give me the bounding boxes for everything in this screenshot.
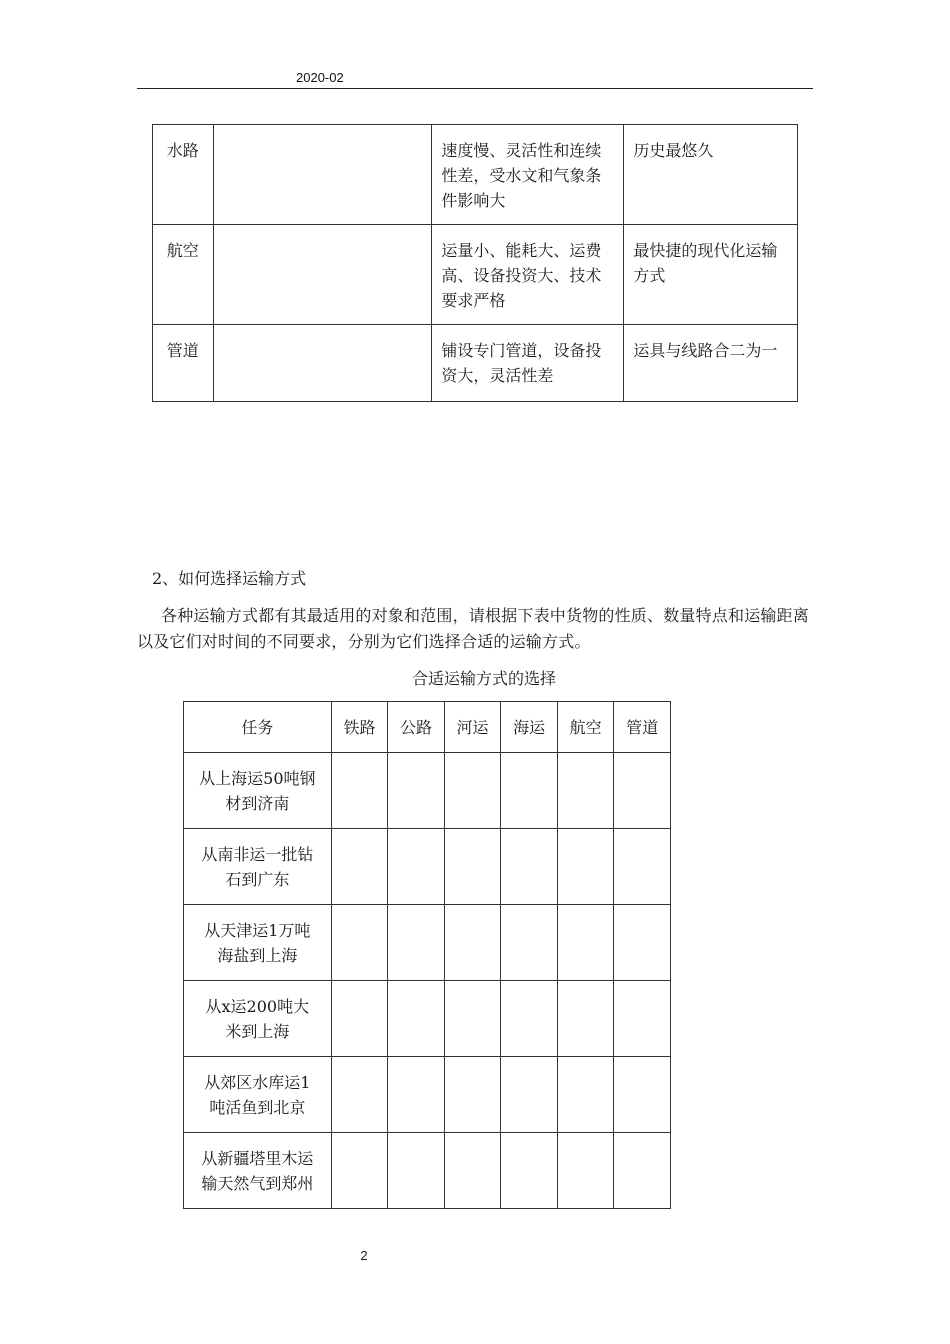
table-caption: 合适运输方式的选择: [411, 669, 556, 688]
mode-name-cell: 航空: [153, 225, 214, 325]
table-row: [184, 1133, 671, 1209]
answer-cell[interactable]: [388, 1133, 445, 1209]
task-text: 从上海运50吨钢材到济南: [199, 768, 316, 813]
task-text: 从x运200吨大米到上海: [205, 996, 310, 1041]
mode-cons-cell: 铺设专门管道，设备投资大，灵活性差: [432, 325, 624, 402]
task-text: 从天津运1万吨海盐到上海: [204, 920, 311, 965]
answer-cell[interactable]: [501, 1133, 558, 1209]
answer-cell[interactable]: [501, 905, 558, 981]
page-number: 2: [360, 1248, 368, 1263]
mode-cons-cell: 速度慢、灵活性和连续性差，受水文和气象条件影响大: [432, 125, 624, 225]
task-cell: [184, 1057, 332, 1133]
answer-cell[interactable]: [444, 905, 501, 981]
task-cell: [184, 829, 332, 905]
table-row: [184, 981, 671, 1057]
answer-cell[interactable]: [614, 1133, 671, 1209]
task-text: 从新疆塔里木运输天然气到郑州: [201, 1148, 314, 1193]
selection-table: [183, 701, 671, 1209]
answer-cell[interactable]: [331, 981, 388, 1057]
header-row: [184, 702, 671, 753]
task-text: 从郊区水库运1吨活鱼到北京: [204, 1072, 311, 1117]
answer-cell[interactable]: [388, 1057, 445, 1133]
answer-cell[interactable]: [388, 905, 445, 981]
instruction-paragraph: 各种运输方式都有其最适用的对象和范围，请根据下表中货物的性质、数量特点和运输距离以及它们对时间的不同要求，分别为它们选择合适的运输方式。: [137, 606, 810, 651]
answer-cell[interactable]: [501, 753, 558, 829]
header-river: 河运: [444, 702, 501, 753]
answer-cell[interactable]: [501, 981, 558, 1057]
answer-cell[interactable]: [331, 753, 388, 829]
answer-cell[interactable]: [331, 905, 388, 981]
answer-cell[interactable]: [557, 1057, 614, 1133]
answer-cell[interactable]: [501, 829, 558, 905]
answer-cell[interactable]: [388, 829, 445, 905]
header-pipeline: 管道: [614, 702, 671, 753]
task-cell: [184, 1133, 332, 1209]
mode-name-cell: 管道: [153, 325, 214, 402]
task-cell: [184, 905, 332, 981]
mode-note-cell: 运具与线路合二为一: [624, 325, 798, 402]
mode-note-cell: 历史最悠久: [624, 125, 798, 225]
mode-cons-cell: 运量小、能耗大、运费高、设备投资大、技术要求严格: [432, 225, 624, 325]
answer-cell[interactable]: [388, 753, 445, 829]
blank-cell: [213, 225, 432, 325]
task-cell: [184, 753, 332, 829]
answer-cell[interactable]: [614, 905, 671, 981]
table-row: [153, 225, 798, 325]
answer-cell[interactable]: [331, 1133, 388, 1209]
table-row: [184, 905, 671, 981]
header-sea: 海运: [501, 702, 558, 753]
mode-name-cell: 水路: [153, 125, 214, 225]
answer-cell[interactable]: [557, 1133, 614, 1209]
answer-cell[interactable]: [614, 829, 671, 905]
task-text: 从南非运一批钻石到广东: [201, 844, 314, 889]
table-row: [184, 829, 671, 905]
answer-cell[interactable]: [557, 753, 614, 829]
header-rule: [137, 88, 813, 89]
table-row: [184, 753, 671, 829]
blank-cell: [213, 125, 432, 225]
answer-cell[interactable]: [614, 981, 671, 1057]
answer-cell[interactable]: [444, 981, 501, 1057]
answer-cell[interactable]: [444, 829, 501, 905]
answer-cell[interactable]: [444, 1133, 501, 1209]
blank-cell: [213, 325, 432, 402]
table-row: [153, 325, 798, 402]
answer-cell[interactable]: [388, 981, 445, 1057]
answer-cell[interactable]: [331, 829, 388, 905]
answer-cell[interactable]: [614, 1057, 671, 1133]
answer-cell[interactable]: [557, 905, 614, 981]
mode-note-cell: 最快捷的现代化运输方式: [624, 225, 798, 325]
header-task: 任务: [184, 702, 332, 753]
answer-cell[interactable]: [557, 829, 614, 905]
answer-cell[interactable]: [557, 981, 614, 1057]
header-date: 2020-02: [296, 70, 344, 85]
task-cell: [184, 981, 332, 1057]
header-air: 航空: [557, 702, 614, 753]
answer-cell[interactable]: [331, 1057, 388, 1133]
transport-modes-table: [152, 124, 798, 402]
header-railway: 铁路: [331, 702, 388, 753]
table-row: [184, 1057, 671, 1133]
section-title: 2、如何选择运输方式: [152, 569, 307, 588]
answer-cell[interactable]: [614, 753, 671, 829]
answer-cell[interactable]: [444, 1057, 501, 1133]
answer-cell[interactable]: [444, 753, 501, 829]
answer-cell[interactable]: [501, 1057, 558, 1133]
header-road: 公路: [388, 702, 445, 753]
table-row: [153, 125, 798, 225]
